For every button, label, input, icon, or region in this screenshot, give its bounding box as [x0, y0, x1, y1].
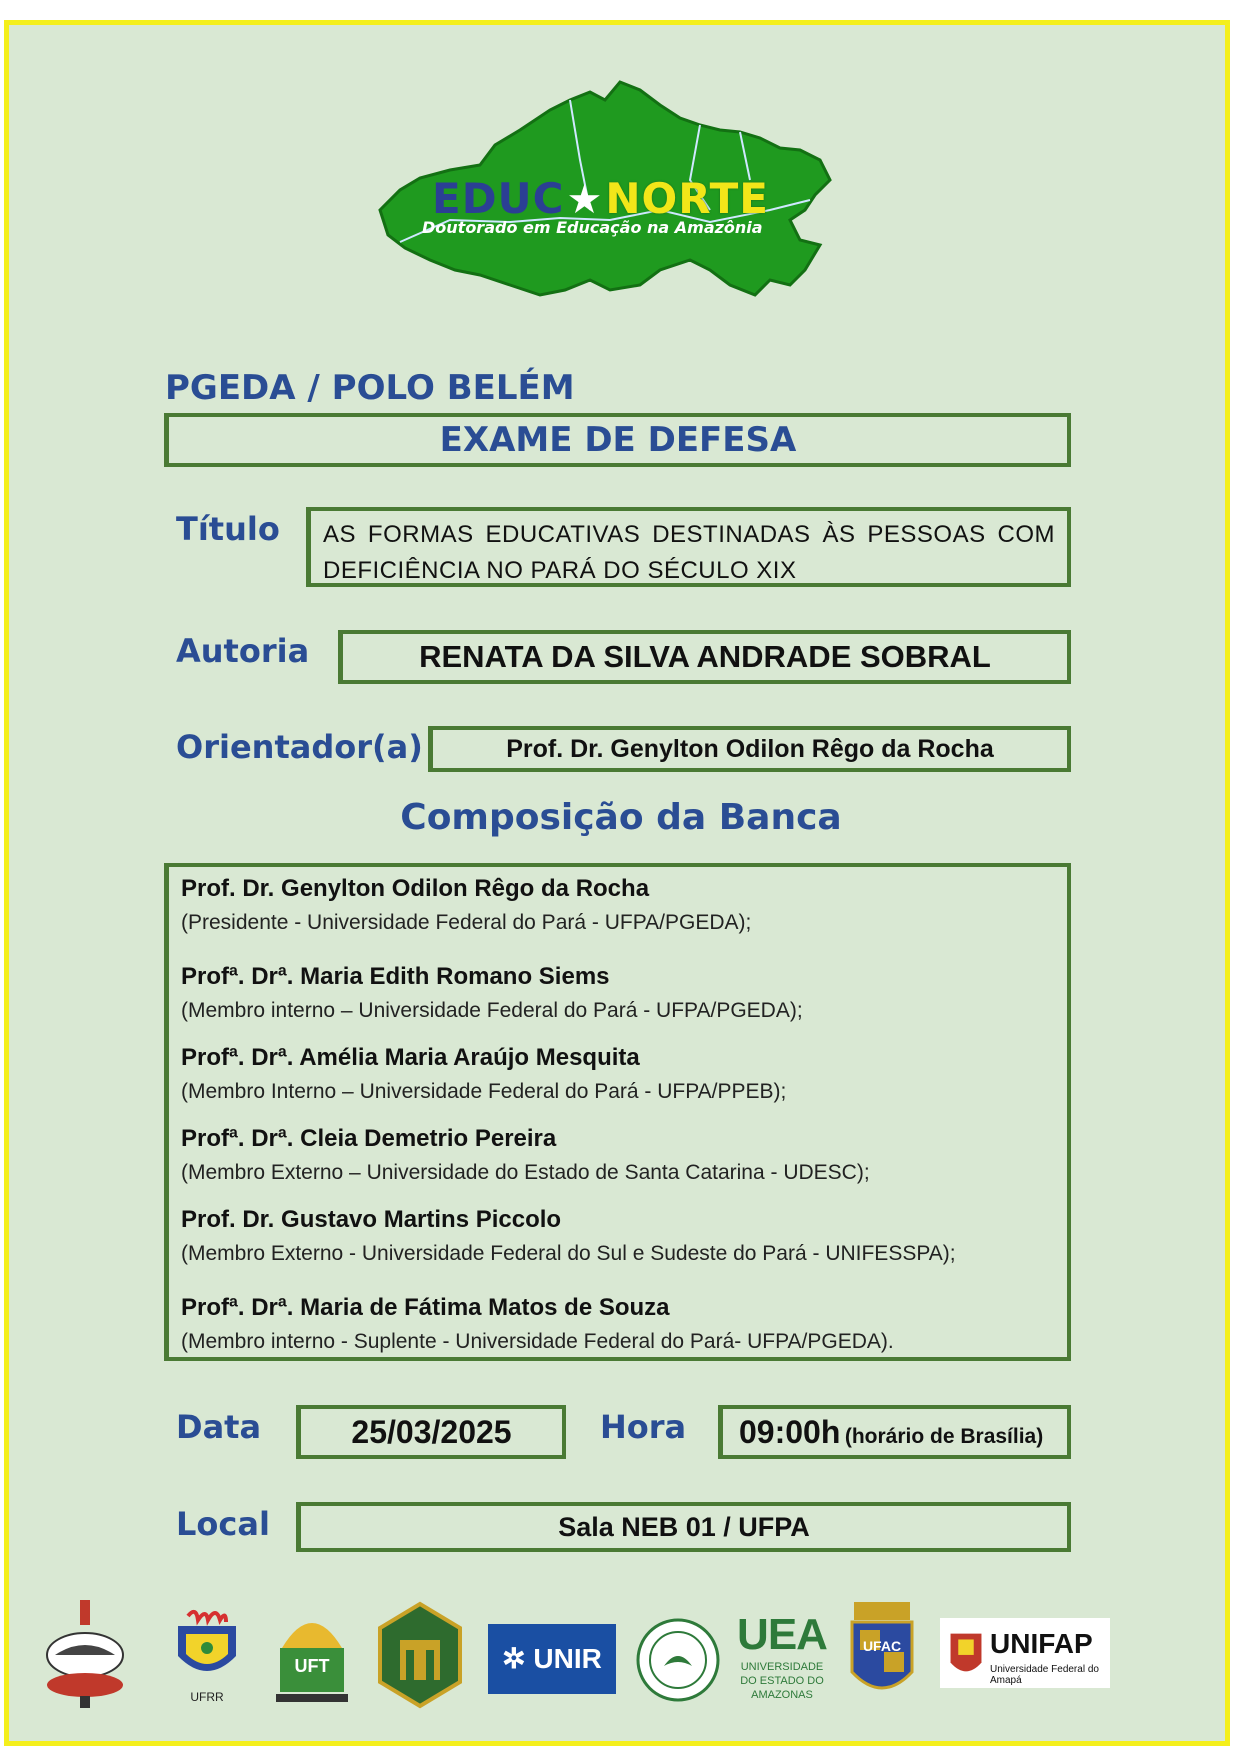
ufopa-logo: [374, 1600, 466, 1710]
member-role: (Membro interno – Universidade Federal do Pará - UFPA/PGEDA);: [181, 999, 803, 1022]
banca-member: [181, 1206, 956, 1266]
local-box: [296, 1502, 1071, 1552]
local-label: Local: [176, 1505, 270, 1543]
hora-value-line: [723, 1409, 1067, 1462]
partner-logos: [40, 1600, 1200, 1710]
banca-member: [181, 1044, 786, 1104]
educ-norte-logo: [360, 70, 870, 330]
hora-box: [718, 1405, 1071, 1459]
ufrr-shield-icon: [168, 1606, 246, 1686]
unir-logo: [488, 1624, 616, 1694]
ufac-crest-icon: [844, 1600, 920, 1710]
titulo-value: AS FORMAS EDUCATIVAS DESTINADAS ÀS PESSOAS COM DEFICIÊNCIA NO PARÁ DO SÉCULO XIX: [323, 521, 1055, 584]
banca-member: [181, 1294, 894, 1354]
uea-caption: UNIVERSIDADE DO ESTADO DO AMAZONAS: [740, 1661, 824, 1701]
titulo-label: Título: [176, 510, 280, 548]
unifap-caption: Universidade Federal do Amapá: [990, 1664, 1099, 1686]
star-icon: ★: [566, 177, 604, 223]
logo-norte-text: NORTE: [605, 174, 769, 223]
orientador-box: [428, 726, 1071, 772]
member-role: (Membro Externo - Universidade Federal do Sul e Sudeste do Pará - UNIFESSPA);: [181, 1242, 956, 1265]
member-name: Profª. Drª. Maria Edith Romano Siems: [181, 963, 610, 990]
banca-member: [181, 875, 751, 935]
titulo-box: [306, 507, 1071, 587]
ufpa-crest-icon: [40, 1600, 130, 1710]
uft-logo: [272, 1608, 352, 1704]
member-role: (Presidente - Universidade Federal do Pará - UFPA/PGEDA);: [181, 911, 752, 934]
orientador-label: Orientador(a): [176, 728, 423, 766]
event-title-box: [164, 413, 1071, 467]
logo-subtitle: Doutorado em Educação na Amazônia: [422, 218, 763, 237]
member-name: Profª. Drª. Cleia Demetrio Pereira: [181, 1125, 557, 1152]
uft-text: UFT: [294, 1656, 330, 1676]
member-name: Prof. Dr. Genylton Odilon Rêgo da Rocha: [181, 875, 650, 902]
hora-value: 09:00h: [739, 1414, 841, 1450]
banca-member: [181, 963, 803, 1023]
uea-logo: [734, 1610, 830, 1706]
unifap-text: UNIFAP: [990, 1628, 1093, 1659]
data-value: 25/03/2025: [351, 1414, 512, 1450]
ufrr-logo: [168, 1606, 246, 1706]
unifap-crest-icon: [946, 1624, 986, 1682]
orientador-value: Prof. Dr. Genylton Odilon Rêgo da Rocha: [506, 735, 994, 763]
local-value: Sala NEB 01 / UFPA: [558, 1512, 810, 1542]
ufopa-crest-icon: [374, 1600, 466, 1710]
ufam-logo: [636, 1618, 720, 1702]
ufrr-caption: UFRR: [190, 1690, 224, 1704]
member-role: (Membro Interno – Universidade Federal do Pará - UFPA/PPEB);: [181, 1080, 787, 1103]
logo-educ-text: EDUC: [432, 174, 565, 223]
member-name: Profª. Drª. Amélia Maria Araújo Mesquita: [181, 1044, 640, 1071]
event-title: EXAME DE DEFESA: [439, 420, 797, 460]
member-role: (Membro interno - Suplente - Universidade Federal do Pará- UFPA/PGEDA).: [181, 1330, 894, 1353]
unifap-logo: [940, 1618, 1110, 1688]
data-label: Data: [176, 1408, 262, 1446]
autoria-value: RENATA DA SILVA ANDRADE SOBRAL: [419, 639, 991, 674]
uea-text: UEA: [737, 1610, 827, 1659]
unir-label: UNIR: [533, 1643, 602, 1674]
banca-member: [181, 1125, 870, 1185]
data-box: [296, 1405, 566, 1459]
banca-box: [164, 863, 1071, 1361]
member-name: Prof. Dr. Gustavo Martins Piccolo: [181, 1206, 562, 1233]
logo-wordmark: [432, 174, 769, 223]
member-role: (Membro Externo – Universidade do Estado de Santa Catarina - UDESC);: [181, 1161, 870, 1184]
ufpa-logo: [40, 1600, 130, 1710]
ufac-text: UFAC: [862, 1638, 902, 1654]
autoria-box: [338, 630, 1071, 684]
ufac-logo: [844, 1600, 920, 1710]
autoria-label: Autoria: [176, 632, 310, 670]
unir-text: ✲ UNIR: [502, 1643, 602, 1674]
banca-heading: Composição da Banca: [400, 797, 842, 838]
program-heading: PGEDA / POLO BELÉM: [165, 368, 575, 408]
ufam-seal-icon: [636, 1618, 720, 1702]
hora-label: Hora: [600, 1408, 687, 1446]
hora-note: (horário de Brasília): [844, 1425, 1044, 1448]
member-name: Profª. Drª. Maria de Fátima Matos de Souza: [181, 1294, 670, 1321]
